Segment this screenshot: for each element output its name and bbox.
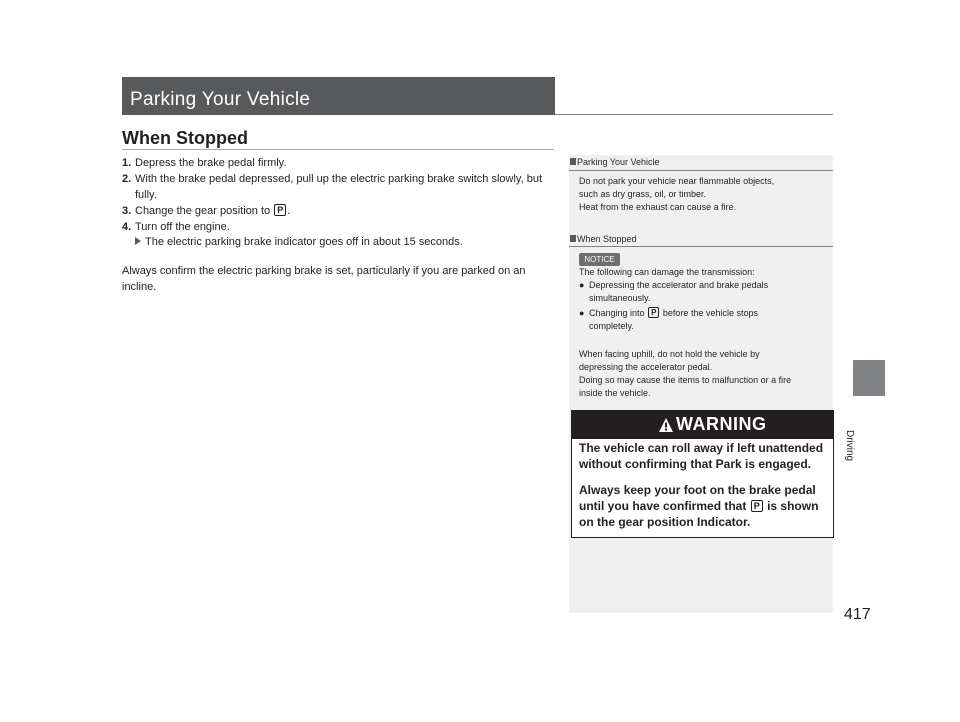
note-line: such as dry grass, oil, or timber. (579, 189, 707, 199)
warning-label: WARNING (676, 414, 767, 434)
note-line: Doing so may cause the items to malfunction or a fire (579, 375, 792, 385)
park-key-icon: P (274, 204, 286, 216)
note-heading (570, 234, 637, 244)
warning-box (571, 410, 834, 538)
step-text-part: Change the gear position to (135, 205, 271, 217)
note-divider (569, 246, 833, 247)
step-text: Depress the brake pedal firmly. (135, 157, 287, 169)
reference-icon (570, 235, 576, 242)
warning-text-part: until you have confirmed that (579, 499, 747, 513)
warning-text-part: is shown (767, 499, 819, 513)
note-intro: The following can damage the transmission: (579, 267, 755, 277)
step-text-part: . (287, 205, 291, 217)
step-subnote (135, 234, 463, 250)
bullet-text: Changing into (589, 308, 645, 318)
step-text: With the brake pedal depressed, pull up the electric parking brake switch slowly, but fully. (135, 173, 543, 201)
step-subnote-text: The electric parking brake indicator goes off in about 15 seconds. (145, 236, 463, 248)
chapter-tab (844, 404, 887, 462)
warning-line: without confirming that Park is engaged. (579, 457, 812, 471)
page-title-bar (122, 77, 555, 115)
chapter-tab-label: Driving (844, 430, 855, 462)
note-line: inside the vehicle. (579, 388, 651, 398)
note-line: Heat from the exhaust can cause a fire. (579, 202, 737, 212)
page-number: 417 (844, 606, 871, 623)
arrow-icon (135, 237, 141, 245)
bullet-icon: ● (579, 308, 585, 318)
bullet-text: completely. (589, 321, 634, 331)
warning-paragraph (579, 482, 829, 530)
note-paragraph (579, 348, 831, 400)
warning-triangle-icon (658, 417, 674, 433)
title-divider (555, 114, 833, 115)
closing-paragraph: Always confirm the electric parking brake is set, particularly if you are parked on an incline. (122, 265, 526, 293)
park-key-icon: P (751, 500, 763, 512)
notice-badge: NOTICE (579, 253, 620, 266)
reference-icon (570, 158, 576, 165)
note-line: depressing the accelerator pedal. (579, 362, 713, 372)
step-number: 2. (122, 173, 132, 185)
note-heading (570, 157, 660, 167)
step-text: Turn off the engine. (135, 221, 230, 233)
bullet-icon: ● (579, 280, 585, 290)
section-divider (122, 149, 554, 150)
warning-line (579, 498, 829, 514)
bullet-text: before the vehicle stops (662, 308, 758, 318)
note-line: Do not park your vehicle near flammable objects, (579, 176, 775, 186)
park-key-icon: P (648, 307, 659, 318)
page-title: Parking Your Vehicle (130, 89, 311, 110)
warning-paragraph (579, 440, 829, 472)
note-heading-text: When Stopped (577, 234, 637, 244)
step-number: 1. (122, 157, 132, 169)
bullet-text: simultaneously. (589, 293, 651, 303)
bullet-text: Depressing the accelerator and brake pedals (589, 280, 769, 290)
note-divider (569, 170, 833, 171)
step-number: 3. (122, 205, 132, 217)
warning-header (572, 411, 833, 439)
section-heading: When Stopped (122, 128, 248, 148)
chapter-tab-marker (853, 360, 885, 396)
note-line: When facing uphill, do not hold the vehicle by (579, 349, 760, 359)
note-body (579, 175, 829, 214)
note-heading-text: Parking Your Vehicle (577, 157, 660, 167)
warning-line: The vehicle can roll away if left unattended (579, 441, 824, 455)
warning-line: Always keep your foot on the brake pedal (579, 483, 816, 497)
step-text (135, 203, 557, 219)
warning-line: on the gear position Indicator. (579, 515, 751, 529)
step-number: 4. (122, 221, 132, 233)
